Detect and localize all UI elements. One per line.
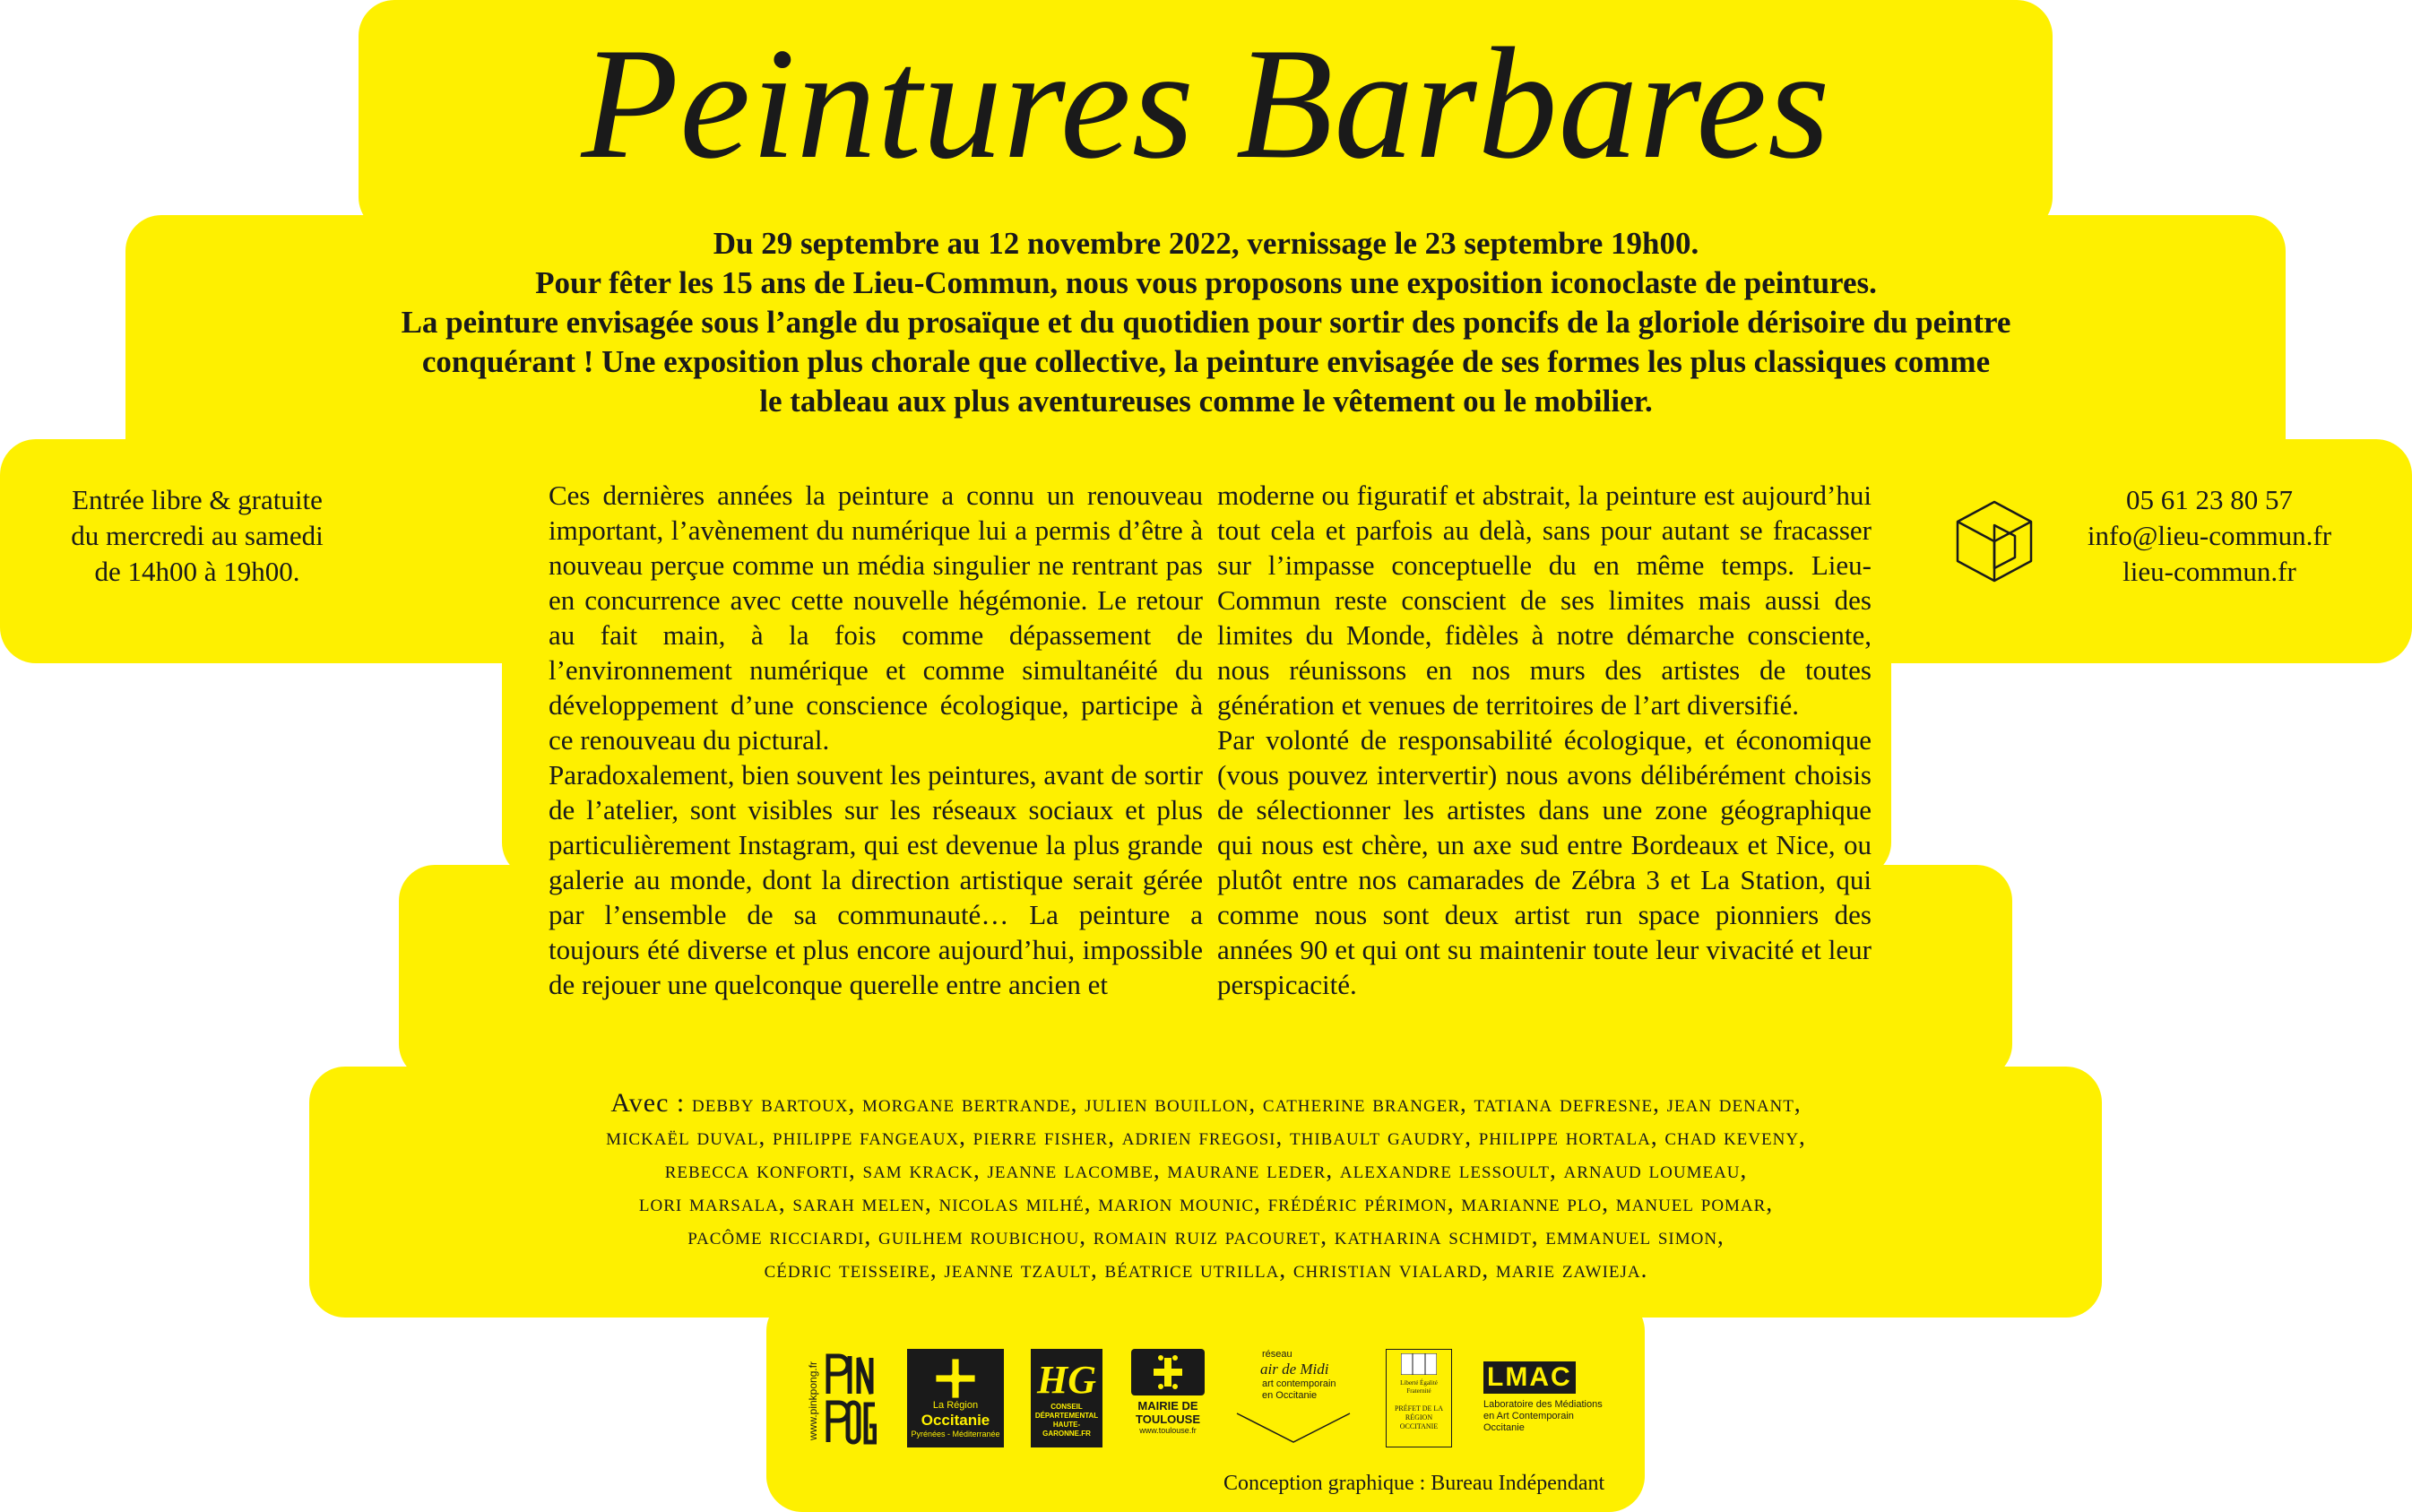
hg-mark: HG (1037, 1358, 1096, 1402)
intro-line: conquérant ! Une exposition plus chorale que collective, la peinture envisagée de ses formes les plus classiques comme (421, 344, 1991, 379)
pinkpong-url: www.pinkpong.fr (807, 1361, 819, 1440)
body-paragraph: Par volonté de responsabilité écologique, et économique (vous pouvez intervertir) nous avons délibérément choisis de sélectionner les artistes dans une zone géographique qui nous est chère, un axe sud entre Bordeaux et Nice, ou plutôt entre nos camarades de Zébra 3 et La Station, qui comme nous sont deux artist run space pionniers des années 90 et qui ont su maintenir toute leur vivacité et leur perspicacité. (1217, 724, 1872, 1000)
toulouse-name: MAIRIE DE TOULOUSE (1136, 1399, 1200, 1426)
intro-line: Pour fêter les 15 ans de Lieu-Commun, nous vous proposons une exposition iconoclaste de peintures. (535, 265, 1877, 300)
artist-names: debby bartoux, morgane bertrande, julien bouillon, catherine branger, tatiana defresne, jean denant, (692, 1090, 1802, 1117)
artist-list (314, 1086, 2098, 1286)
artist-line: pacôme ricciardi, guilhem roubichou, romain ruiz pacouret, katharina schmidt, emmanuel simon, (687, 1223, 1725, 1249)
lmac-line: en Art Contemporain (1483, 1411, 1574, 1421)
intro-line: La peinture envisagée sous l’angle du prosaïque et du quotidien pour sortir des poncifs de la gloriole dérisoire du peintre (401, 305, 2011, 340)
hg-caption: CONSEIL DÉPARTEMENTAL HAUTE-GARONNE.FR (1034, 1403, 1099, 1438)
artist-line: mickaël duval, philippe fangeaux, pierre fisher, adrien fregosi, thibault gaudry, philippe hortala, chad keveny, (606, 1123, 1806, 1150)
contact-info (2017, 482, 2402, 590)
artist-list-lead: Avec : (610, 1088, 686, 1118)
occitanie-name: Occitanie (921, 1411, 990, 1429)
body-column-left (549, 478, 1203, 1002)
artist-line: cédric teisseire, jeanne tzault, béatrice utrilla, christian vialard, marie zawieja. (764, 1256, 1648, 1283)
hours-line: Entrée libre & gratuite (72, 484, 323, 515)
occitanie-logo (907, 1349, 1004, 1447)
prefet-motto: Liberté Égalité Fraternité (1400, 1379, 1438, 1395)
phone-number: 05 61 23 80 57 (2126, 484, 2293, 515)
reseau-line1: art contemporain (1262, 1378, 1336, 1389)
pinkpong-logo (800, 1349, 880, 1447)
reseau-top: réseau (1262, 1349, 1292, 1360)
lmac-line: Occitanie (1483, 1422, 1525, 1433)
occitanie-cross-icon (934, 1357, 977, 1400)
body-paragraph: Paradoxalement, bien souvent les peintures, avant de sortir de l’atelier, sont visibles sur les réseaux sociaux et plus particulièrement Instagram, qui est devenue la plus grande galerie au monde, dont la direction artistique serait gérée par l’ensemble de sa communauté… La peinture a toujours été diverse et plus encore aujourd’hui, impossible de rejouer une quelconque querelle entre ancien et (549, 759, 1203, 1000)
body-paragraph: Ces dernières années la peinture a connu un renouveau important, l’avènement du numérique lui a permis d’être à nouveau perçue comme un média singulier ne rentrant pas en concurrence avec cette nouvelle hégémonie. Le retour au fait main, à la fois comme dépassement de l’environnement numérique et comme simultanéité du développement d’une conscience écologique, participe à ce renouveau du pictural. (549, 480, 1203, 756)
body-paragraph: moderne ou figuratif et abstrait, la peinture est aujourd’hui tout cela et parfois au delà, sans pour autant se fracasser sur l’impasse conceptuelle du en même temps. Lieu-Commun reste conscient de ses limites mais aussi des limites du Monde, fidèles à notre démarche consciente, nous réunissons en nos murs des artistes de toutes génération et venues de territoires de l’art diversifié. (1217, 480, 1872, 721)
marianne-flag-icon (1401, 1353, 1437, 1375)
artist-line: rebecca konforti, sam krack, jeanne lacombe, maurane leder, alexandre lessoult, arnaud loumeau, (664, 1156, 1748, 1183)
occitanie-top: La Région (932, 1399, 979, 1411)
design-credit: Conception graphique : Bureau Indépendant (1223, 1472, 1605, 1495)
lmac-line: Laboratoire des Médiations (1483, 1399, 1603, 1410)
email-link[interactable]: info@lieu-commun.fr (2087, 520, 2332, 551)
reseau-air-de-midi-logo (1235, 1349, 1353, 1447)
opening-hours (0, 482, 394, 590)
reseau-line2: en Occitanie (1262, 1390, 1318, 1401)
lmac-logo (1483, 1349, 1618, 1447)
reseau-script: air de Midi (1260, 1361, 1329, 1378)
occitanie-sub: Pyrénées - Méditerranée (911, 1429, 1000, 1439)
reseau-chevron-icon (1235, 1410, 1352, 1446)
artist-line: lori marsala, sarah melen, nicolas milhé, marion mounic, frédéric périmon, marianne plo, manuel pomar, (638, 1189, 1774, 1216)
hours-line: de 14h00 à 19h00. (94, 556, 300, 587)
page-title: Peintures Barbares (581, 14, 1831, 192)
pinkpong-mark-icon (823, 1349, 877, 1447)
body-column-right (1217, 478, 1872, 1002)
artist-line (314, 1086, 2098, 1120)
prefet-name: PRÉFET DE LA RÉGION OCCITANIE (1394, 1404, 1444, 1430)
occitan-cross-icon (1150, 1354, 1186, 1390)
intro-line: le tableau aux plus aventureuses comme le vêtement ou le mobilier. (759, 384, 1653, 419)
prefet-occitanie-logo (1386, 1349, 1452, 1447)
intro-text (134, 224, 2278, 421)
website-link[interactable]: lieu-commun.fr (2122, 556, 2296, 587)
toulouse-url: www.toulouse.fr (1139, 1426, 1197, 1435)
intro-line: Du 29 septembre au 12 novembre 2022, vernissage le 23 septembre 19h00. (713, 226, 1699, 261)
haute-garonne-logo (1031, 1349, 1102, 1447)
lmac-mark: LMAC (1483, 1361, 1576, 1394)
hours-line: du mercredi au samedi (71, 520, 324, 551)
toulouse-logo (1131, 1349, 1205, 1447)
